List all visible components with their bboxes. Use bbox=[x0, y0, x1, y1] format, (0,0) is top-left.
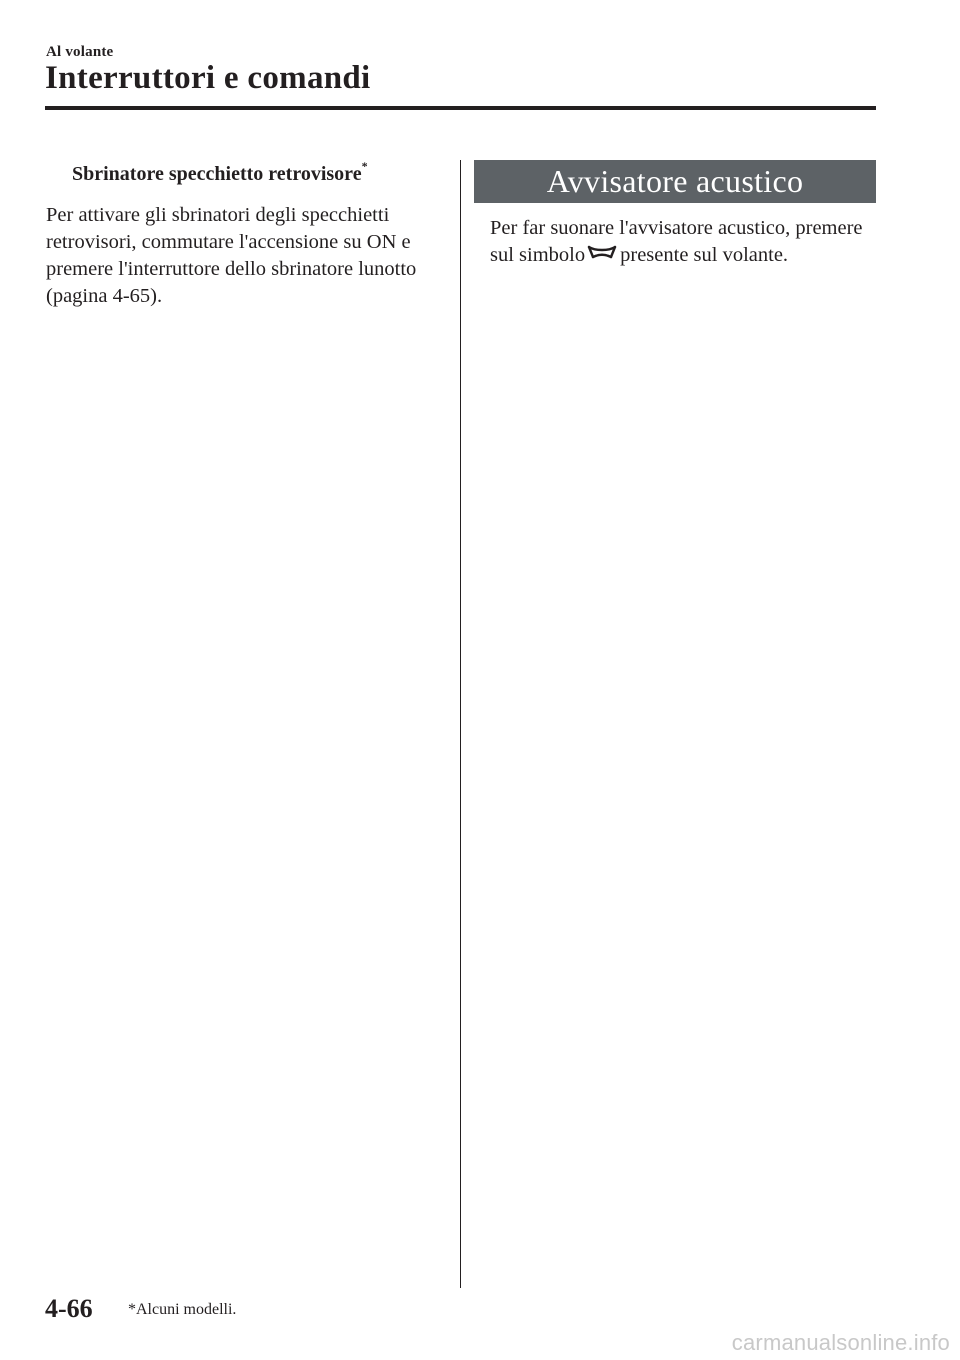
section-heading-horn: Avvisatore acustico bbox=[474, 160, 876, 203]
subheading-mirror-defroster bbox=[72, 160, 446, 188]
page-number: 4-66 bbox=[45, 1294, 93, 1323]
right-column bbox=[474, 160, 876, 270]
header-rule bbox=[45, 106, 876, 110]
mirror-defroster-body: Per attivare gli sbrinatori degli specchietti retrovisori, commutare l'accensione su ON e premere l'interruttore dello sbrinatore lunotto (pagina 4-65). bbox=[46, 204, 417, 307]
watermark: carmanualsonline.info bbox=[731, 1330, 950, 1355]
horn-body-text-1: Per far suonare l'avvisatore acustico, premere sul simbolo bbox=[490, 217, 863, 266]
optional-equipment-mark: * bbox=[361, 159, 368, 174]
footnote: *Alcuni modelli. bbox=[128, 1301, 237, 1318]
subheading-text: Sbrinatore specchietto retrovisore bbox=[72, 163, 362, 185]
left-column bbox=[46, 160, 446, 310]
horn-icon bbox=[587, 240, 617, 267]
page-title: Interruttori e comandi bbox=[45, 60, 371, 96]
header-section-label: Al volante bbox=[46, 44, 114, 60]
column-divider bbox=[460, 160, 461, 1288]
horn-body bbox=[490, 215, 876, 270]
horn-body-text-2: presente sul volante. bbox=[620, 244, 789, 266]
